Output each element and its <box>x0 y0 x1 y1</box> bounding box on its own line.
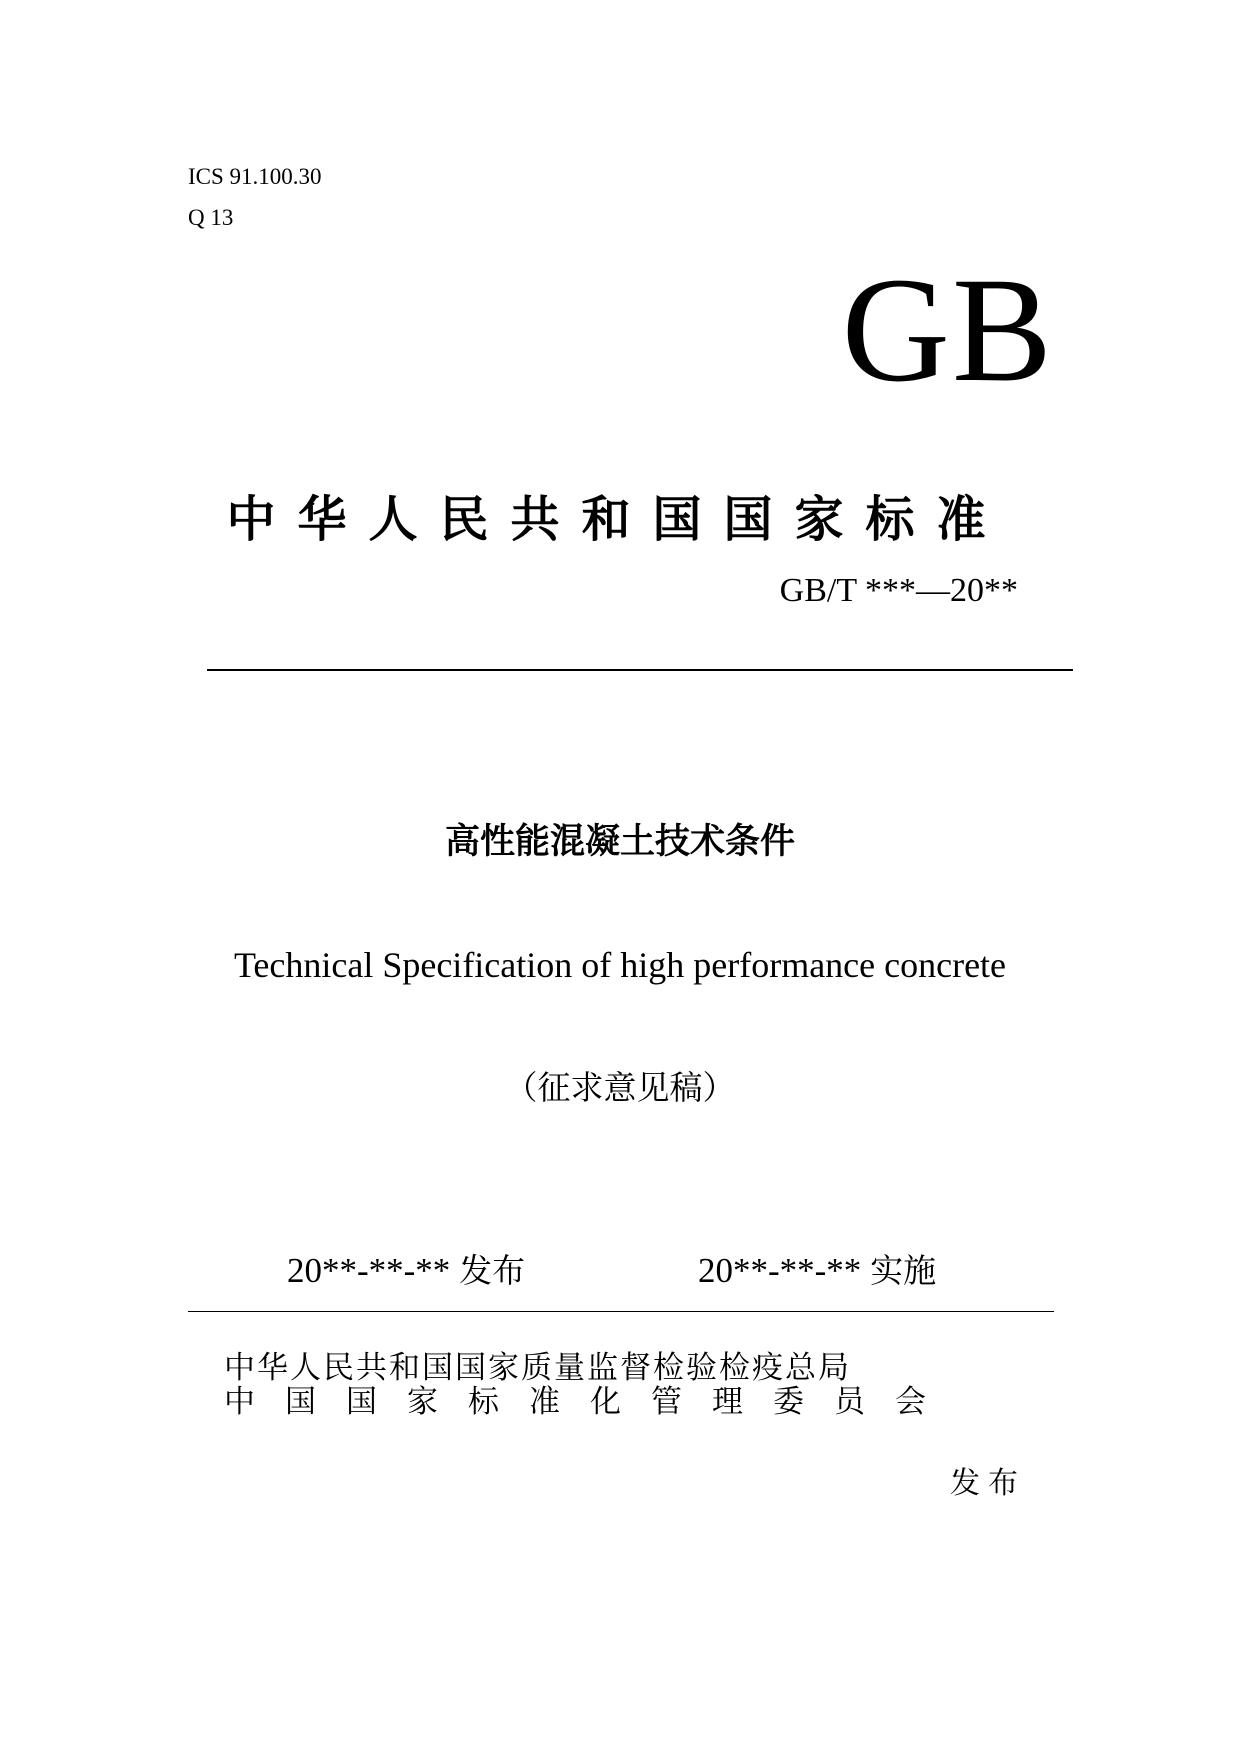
issuer-line-2: 中国国家标准化管理委员会 <box>224 1384 956 1420</box>
issuer-line-1: 中华人民共和国国家质量监督检验检疫总局 <box>224 1350 851 1386</box>
issue-date: 20**-**-** <box>287 1251 451 1290</box>
national-standard-title-text: 中华人民共和国国家标准 <box>226 491 1008 548</box>
ccs-code: Q 13 <box>188 205 234 230</box>
national-standard-title <box>0 490 1240 550</box>
issue-date-line <box>287 1249 525 1293</box>
footer-divider <box>188 1311 1054 1312</box>
implementation-label: 实施 <box>870 1251 937 1290</box>
publish-label: 发布 <box>950 1466 1026 1501</box>
document-title-en: Technical Specification of high performance concrete <box>233 945 1007 985</box>
standard-number: GB/T ***—20** <box>779 572 1018 609</box>
issue-label: 发布 <box>459 1251 526 1290</box>
draft-status: （征求意见稿） <box>504 1068 736 1107</box>
document-title-cn: 高性能混凝土技术条件 <box>444 822 795 862</box>
gb-standard-mark: GB <box>841 247 1054 413</box>
implementation-date-line <box>698 1249 936 1293</box>
header-divider <box>207 669 1073 671</box>
implementation-date: 20**-**-** <box>698 1251 862 1290</box>
ics-code: ICS 91.100.30 <box>188 164 322 189</box>
